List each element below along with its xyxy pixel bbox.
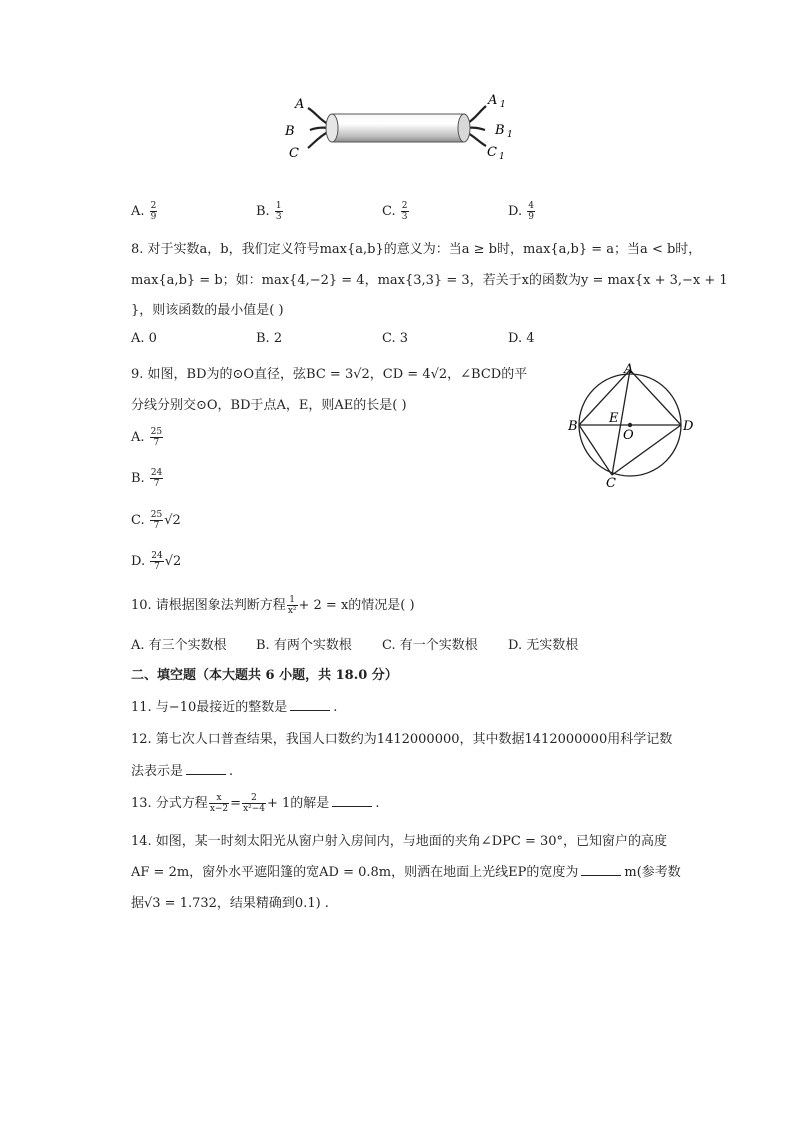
point-b: B: [568, 419, 578, 434]
q9-option-c[interactable]: C. $\frac{25}{7}$ √2: [131, 510, 181, 531]
q8-option-c[interactable]: C. 3: [382, 331, 409, 346]
point-c: C: [606, 476, 616, 490]
point-o: O: [623, 428, 634, 443]
svg-text:1: 1: [499, 152, 505, 162]
q14-line1: 14. 如图，某一时刻太阳光从窗户射入房间内，与地面的夹角∠DPC = 30°，已知窗户的高度: [131, 834, 668, 849]
section-heading: 二、填空题（本大题共 6 小题，共 18.0 分）: [131, 668, 398, 683]
q9-option-a[interactable]: A. $\frac{25}{7}$: [131, 427, 163, 448]
label-b1: B: [495, 123, 505, 138]
q14-blank[interactable]: [581, 864, 621, 876]
q10-option-d[interactable]: D. 无实数根: [508, 638, 579, 653]
point-a: A: [624, 362, 634, 377]
label-b: B: [285, 124, 295, 139]
q9-line2: 分线分别交⊙O，BD于点A，E，则AE的长是( ): [131, 398, 407, 413]
q8-line1: 8. 对于实数a，b，我们定义符号max{a,b}的意义为：当a ≥ b时，max{a,b} = a；当a < b时，: [131, 242, 702, 257]
svg-text:1: 1: [507, 130, 513, 140]
q10-option-c[interactable]: C. 有一个实数根: [382, 638, 478, 653]
q8-option-b[interactable]: B. 2: [256, 331, 283, 346]
q12-blank[interactable]: [186, 763, 226, 775]
q11-line: 11. 与−10最接近的整数是 .: [131, 700, 338, 715]
q13-line: 13. 分式方程 $\frac{x}{x-2}$ = $\frac{2}{\text{x²−4}}$ + 1的解是 .: [131, 793, 380, 814]
circle-figure: [566, 360, 696, 490]
q14-line2: AF = 2m，窗外水平遮阳篷的宽AD = 0.8m，则洒在地面上光线EP的宽度为 m(参考数: [131, 865, 681, 880]
point-d: D: [683, 419, 694, 434]
label-c1: C: [487, 145, 497, 160]
q8-line3: }，则该函数的最小值是( ): [131, 303, 284, 318]
svg-text:1: 1: [500, 100, 506, 110]
q9-option-b[interactable]: B. $\frac{24}{7}$: [131, 468, 163, 489]
q8-option-d[interactable]: D. 4: [508, 331, 535, 346]
q9-option-d[interactable]: D. $\frac{24}{7}$ √2: [131, 551, 182, 572]
cable-figure: [280, 90, 520, 162]
q9-line1: 9. 如图，BD为的⊙O直径，弦BC = 3√2，CD = 4√2，∠BCD的平: [131, 367, 528, 382]
point-e: E: [609, 411, 619, 426]
label-a: A: [295, 97, 305, 112]
q8-line2: max{a,b} = b；如：max{4,−2} = 4，max{3,3} = 3，若关于x的函数为y = max{x + 3,−x + 1: [131, 273, 728, 288]
label-c: C: [289, 146, 299, 161]
q10-option-b[interactable]: B. 有两个实数根: [256, 638, 352, 653]
q10-option-a[interactable]: A. 有三个实数根: [131, 638, 227, 653]
q7-option-b[interactable]: B. $\frac{1}{3}$: [256, 201, 282, 222]
q7-option-d[interactable]: D. $\frac{4}{9}$: [508, 201, 534, 222]
q14-line3: 据√3 = 1.732，结果精确到0.1) .: [131, 896, 329, 911]
label-a1: A: [488, 93, 498, 108]
q10-line: 10. 请根据图象法判断方程 $\frac{1}{\text{x²}}$ + 2 = x的情况是( ): [131, 595, 415, 616]
q13-blank[interactable]: [332, 795, 372, 807]
q11-blank[interactable]: [290, 699, 330, 711]
q7-option-a[interactable]: A. $\frac{2}{9}$: [131, 201, 157, 222]
q8-option-a[interactable]: A. 0: [131, 331, 157, 346]
q12-line1: 12. 第七次人口普查结果，我国人口数约为1412000000，其中数据1412000000用科学记数: [131, 732, 673, 747]
q12-line2: 法表示是 .: [131, 764, 234, 779]
q7-option-c[interactable]: C. $\frac{2}{3}$: [382, 201, 408, 222]
